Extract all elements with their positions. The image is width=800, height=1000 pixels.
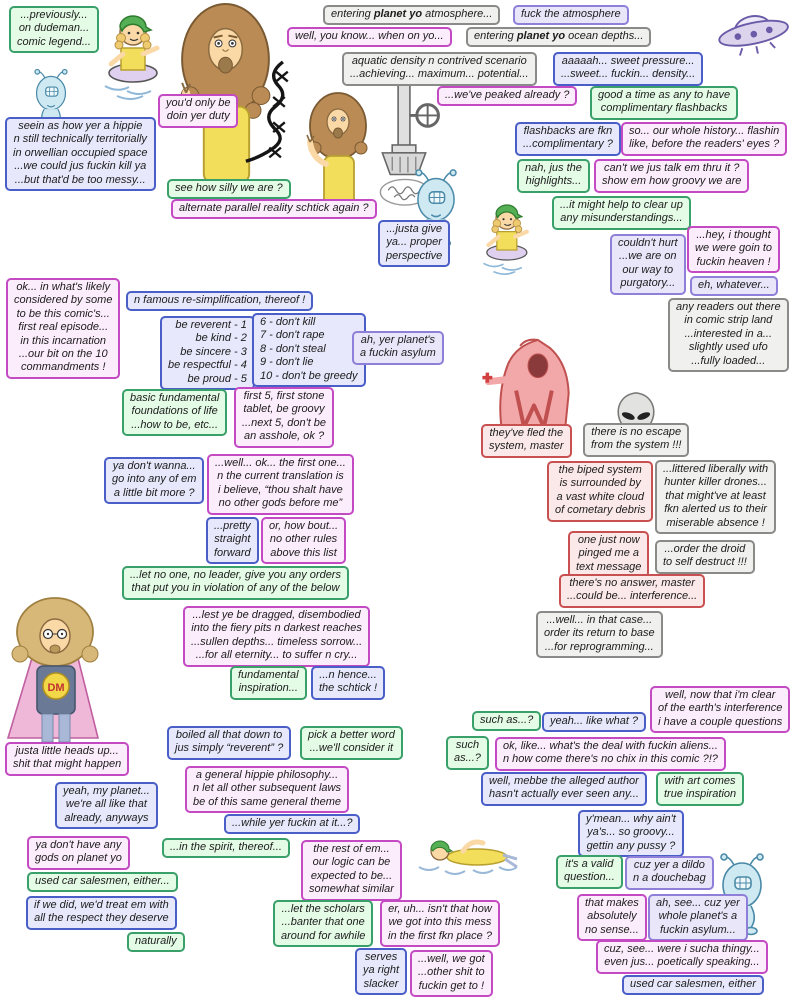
speech-bubble: ...littered liberally with hunter killer drones... that might've at least fkn alerted us to their miserable absence ! xyxy=(655,460,776,534)
character-kid-icon xyxy=(460,200,552,275)
speech-bubble: with art comes true inspiration xyxy=(656,772,744,806)
speech-bubble: aaaaah... sweet pressure... ...sweet... fuckin... density... xyxy=(553,52,703,86)
speech-bubble: or, how bout... no other rules above this list xyxy=(261,517,346,564)
speech-bubble: yeah, my planet... we're all like that already, anyways xyxy=(55,782,158,829)
speech-bubble: used car salesmen, either xyxy=(622,975,764,995)
speech-bubble: yeah... like what ? xyxy=(542,712,646,732)
speech-bubble: such as...? xyxy=(446,736,489,770)
speech-bubble: ...pretty straight forward xyxy=(206,517,259,564)
speech-bubble: ...hey, i thought we were goin to fuckin heaven ! xyxy=(687,226,780,273)
speech-bubble: it's a valid question... xyxy=(556,855,623,889)
speech-bubble: if we did, we'd treat em with all the respect they deserve xyxy=(26,896,177,930)
speech-bubble: ...it might help to clear up any misunderstandings... xyxy=(552,196,691,230)
speech-bubble: entering planet yo ocean depths... xyxy=(466,27,651,47)
speech-bubble: n famous re-simplification, thereof ! xyxy=(126,291,313,311)
speech-bubble: be reverent - 1 be kind - 2 be sincere - 3 be respectful - 4 be proud - 5 xyxy=(160,316,255,390)
speech-bubble: one just now pinged me a text message xyxy=(568,531,649,578)
speech-bubble: they've fled the system, master xyxy=(481,424,572,458)
speech-bubble: alternate parallel reality schtick again ? xyxy=(171,199,377,219)
speech-bubble: entering planet yo atmosphere... xyxy=(323,5,500,25)
speech-bubble: see how silly we are ? xyxy=(167,179,291,199)
speech-bubble: the rest of em... our logic can be expected to be... somewhat similar xyxy=(301,840,402,901)
speech-bubble: serves ya right slacker xyxy=(355,948,407,995)
speech-bubble: naturally xyxy=(127,932,185,952)
speech-bubble: ...let the scholars ...banter that one around for awhile xyxy=(273,900,373,947)
speech-bubble: you'd only be doin yer duty xyxy=(158,94,238,128)
speech-bubble: the biped system is surrounded by a vast white cloud of cometary debris xyxy=(547,461,653,522)
speech-bubble: ...lest ye be dragged, disembodied into the fiery pits n darkest reaches ...sullen depths... timeless sorrow... ...for all eternity... to suffer n cry... xyxy=(183,606,370,667)
speech-bubble: ...previously... on dudeman... comic legend... xyxy=(9,6,99,53)
speech-bubble: basic fundamental foundations of life ...how to be, etc... xyxy=(122,389,227,436)
speech-bubble: any readers out there in comic strip land ...interested in a... slightly used ufo ...fully loaded... xyxy=(668,298,789,372)
speech-bubble: ...well... in that case... order its return to base ...for reprogramming... xyxy=(536,611,663,658)
speech-bubble: can't we jus talk em thru it ? show em how groovy we are xyxy=(594,159,749,193)
speech-bubble: ...well, we got ...other shit to fuckin get to ! xyxy=(410,950,493,997)
speech-bubble: ok, like... what's the deal with fuckin aliens... n how come there's no chix in this comic ?!? xyxy=(495,737,726,771)
character-dudemanDM-icon xyxy=(0,596,115,746)
speech-bubble: ya don't have any gods on planet yo xyxy=(27,836,130,870)
speech-bubble: justa little heads up... shit that might happen xyxy=(5,742,129,776)
speech-bubble: ...let no one, no leader, give you any orders that put you in violation of any of the below xyxy=(122,566,349,600)
speech-bubble: ...n hence... the schtick ! xyxy=(311,666,385,700)
speech-bubble: eh, whatever... xyxy=(690,276,778,296)
character-swimmer-icon xyxy=(415,833,525,875)
character-ufo-icon xyxy=(710,4,796,56)
speech-bubble: y'mean... why ain't ya's... so groovy... gettin any pussy ? xyxy=(578,810,684,857)
speech-bubble: ...justa give ya... proper perspective xyxy=(378,220,450,267)
speech-bubble: ...in the spirit, thereof... xyxy=(162,838,290,858)
speech-bubble: such as...? xyxy=(472,711,541,731)
speech-bubble: ah, see... cuz yer whole planet's a fuckin asylum... xyxy=(648,894,748,941)
speech-bubble: a general hippie philosophy... n let all other subsequent laws be of this same general theme xyxy=(185,766,349,813)
speech-bubble: so... our whole history... flashin like, before the readers' eyes ? xyxy=(621,122,787,156)
speech-bubble: fuck the atmosphere xyxy=(513,5,629,25)
speech-bubble: ya don't wanna... go into any of em a little bit more ? xyxy=(104,457,204,504)
speech-bubble: ...well... ok... the first one... n the current translation is i believe, “thou shalt have no other gods before me” xyxy=(207,454,354,515)
speech-bubble: aquatic density n contrived scenario ...achieving... maximum... potential... xyxy=(342,52,537,86)
speech-bubble: ah, yer planet's a fuckin asylum xyxy=(352,331,444,365)
character-kid-icon xyxy=(86,10,178,100)
speech-bubble: cuz yer a dildo n a douchebag xyxy=(625,856,714,890)
speech-bubble: ...while yer fuckin at it...? xyxy=(224,814,360,834)
speech-bubble: ok... in what's likely considered by some to be this comic's... first real episode... in this incarnation ...our bit on the 10 commandments ! xyxy=(6,278,120,379)
speech-bubble: first 5, first stone tablet, be groovy ...next 5, don't be an asshole, ok ? xyxy=(234,387,334,448)
speech-bubble: fundamental inspiration... xyxy=(230,666,307,700)
speech-bubble: that makes absolutely no sense... xyxy=(577,894,647,941)
speech-bubble: 6 - don't kill 7 - don't rape 8 - don't steal 9 - don't lie 10 - don't be greedy xyxy=(252,313,366,387)
speech-bubble: well, you know... when on yo... xyxy=(287,27,452,47)
speech-bubble: couldn't hurt ...we are on our way to purgatory... xyxy=(610,234,686,295)
speech-bubble: flashbacks are fkn ...complimentary ? xyxy=(515,122,621,156)
speech-bubble: ...we've peaked already ? xyxy=(437,86,577,106)
speech-bubble: used car salesmen, either... xyxy=(27,872,178,892)
speech-bubble: ...order the droid to self destruct !!! xyxy=(655,540,755,574)
speech-bubble: pick a better word ...we'll consider it xyxy=(300,726,403,760)
speech-bubble: boiled all that down to jus simply “reverent” ? xyxy=(167,726,291,760)
speech-bubble: cuz, see... were i sucha thingy... even jus... poetically speaking... xyxy=(596,940,768,974)
speech-bubble: there is no escape from the system !!! xyxy=(583,423,689,457)
speech-bubble: well, now that i'm clear of the earth's interference i have a couple questions xyxy=(650,686,790,733)
speech-bubble: there's no answer, master ...could be... interference... xyxy=(559,574,705,608)
speech-bubble: nah, jus the highlights... xyxy=(517,159,590,193)
speech-bubble: well, mebbe the alleged author hasn't actually ever seen any... xyxy=(481,772,647,806)
speech-bubble: er, uh... isn't that how we got into this mess in the first fkn place ? xyxy=(380,900,500,947)
speech-bubble: seein as how yer a hippie n still technically territorially in orwellian occupied space ...we could jus fuckin kill ya ...but that'd be too messy... xyxy=(5,117,156,191)
speech-bubble: good a time as any to have complimentary flashbacks xyxy=(590,86,738,120)
